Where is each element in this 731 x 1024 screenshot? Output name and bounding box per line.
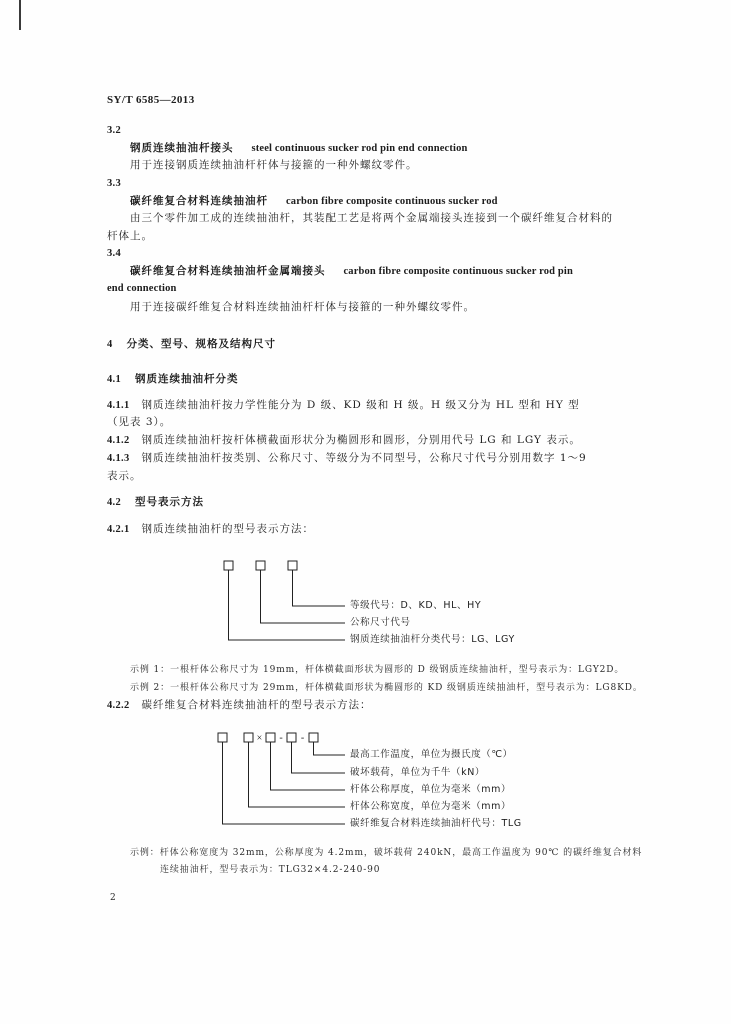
diagram-legend-label: 杆体公称厚度，单位为毫米（mm）	[350, 784, 512, 795]
subclause-text: 钢质连续抽油杆按杆体横截面形状分为椭圆形和圆形，分别用代号 LG 和 LGY 表示。	[141, 434, 581, 446]
term-title-row	[130, 194, 498, 209]
code-placeholder-box	[287, 733, 296, 742]
steel-model-code-diagram	[210, 552, 350, 647]
diagram-legend-label: 钢质连续抽油杆分类代号：LG、LGY	[350, 634, 515, 645]
clause-heading	[107, 495, 204, 510]
connector-line	[229, 570, 346, 640]
term-definition-continued: 杆体上。	[107, 230, 153, 242]
diagram-legend-label: 破坏载荷，单位为千牛（kN）	[350, 767, 486, 778]
term-definition: 用于连接钢质连续抽油杆杆体与接箍的一种外螺纹零件。	[130, 159, 418, 171]
subclause-number: 4.1.3	[107, 453, 130, 464]
term-definition: 用于连接碳纤维复合材料连续抽油杆杆体与接箍的一种外螺纹零件。	[130, 301, 475, 313]
term-title-en: carbon fibre composite continuous sucker rod	[286, 196, 498, 207]
dash-symbol: -	[279, 732, 283, 744]
subclause-number: 4.2.1	[107, 524, 130, 535]
connector-line	[223, 742, 346, 824]
standard-code: SY/T 6585—2013	[107, 94, 195, 106]
times-symbol: ×	[256, 733, 263, 744]
clause-paragraph	[107, 451, 587, 466]
code-placeholder-box	[224, 561, 233, 570]
term-number: 3.2	[107, 125, 122, 136]
connector-line	[314, 742, 346, 755]
example-text: 示例 2：一根杆体公称尺寸为 29mm，杆体横截面形状为椭圆形的 KD 级钢质连续抽油杆，型号表示为：LG8KD。	[130, 683, 643, 693]
subclause-text: 钢质连续抽油杆按力学性能分为 D 级、KD 级和 H 级。H 级又分为 HL 型和 HY 型	[141, 399, 580, 411]
subclause-text: 钢质连续抽油杆的型号表示方法：	[141, 523, 314, 535]
subclause-number: 4.1.2	[107, 435, 130, 446]
dash-symbol: -	[300, 732, 305, 744]
connector-line	[271, 742, 346, 790]
term-title-en: carbon fibre composite continuous sucker rod pin	[343, 266, 573, 277]
connector-line	[261, 570, 346, 623]
clause-paragraph	[107, 522, 314, 537]
code-placeholder-box	[309, 733, 318, 742]
connector-line	[293, 570, 346, 606]
subclause-number: 4.2.2	[107, 700, 130, 711]
term-number: 3.3	[107, 178, 122, 189]
page-number: 2	[110, 893, 117, 903]
example-text: 示例：杆体公称宽度为 32mm，公称厚度为 4.2mm，破坏载荷 240kN，最高工作温度为 90℃ 的碳纤维复合材料	[130, 848, 643, 858]
example-text: 示例 1：一根杆体公称尺寸为 19mm，杆体横截面形状为圆形的 D 级钢质连续抽油杆，型号表示为：LGY2D。	[130, 665, 625, 675]
connector-line	[249, 742, 346, 807]
term-title-row	[130, 264, 573, 279]
diagram-legend-label: 碳纤维复合材料连续抽油杆代号：TLG	[350, 818, 522, 829]
scan-binding-mark	[19, 0, 21, 30]
chapter-number: 4	[107, 339, 113, 350]
diagram-legend-label: 杆体公称宽度，单位为毫米（mm）	[350, 801, 512, 812]
subclause-text: 碳纤维复合材料连续抽油杆的型号表示方法：	[141, 699, 372, 711]
term-title-row	[130, 141, 467, 156]
diagram-legend-label: 公称尺寸代号	[350, 617, 411, 628]
diagram-legend-label: 最高工作温度，单位为摄氏度（℃）	[350, 749, 513, 760]
term-title-zh: 碳纤维复合材料连续抽油杆金属端接头	[130, 265, 326, 277]
diagram-legend-label: 等级代号：D、KD、HL、HY	[350, 600, 482, 611]
subclause-number: 4.1.1	[107, 400, 130, 411]
term-title-en: steel continuous sucker rod pin end connection	[251, 143, 468, 154]
code-placeholder-box	[256, 561, 265, 570]
connector-line	[292, 742, 346, 773]
chapter-heading	[107, 337, 276, 352]
term-title-zh: 碳纤维复合材料连续抽油杆	[130, 195, 268, 207]
term-number: 3.4	[107, 248, 122, 259]
carbon-model-code-diagram	[210, 726, 350, 831]
clause-title: 型号表示方法	[135, 496, 205, 508]
subclause-text-continued: 表示。	[107, 470, 142, 482]
clause-title: 钢质连续抽油杆分类	[135, 373, 239, 385]
clause-heading	[107, 372, 239, 387]
term-definition: 由三个零件加工成的连续抽油杆，其装配工艺是将两个金属端接头连接到一个碳纤维复合材料的	[130, 212, 613, 224]
subclause-text: 钢质连续抽油杆按类别、公称尺寸、等级分为不同型号，公称尺寸代号分别用数字 1～9	[141, 452, 587, 464]
clause-paragraph	[107, 398, 580, 413]
subclause-text-continued: （见表 3）。	[107, 416, 172, 428]
code-placeholder-box	[218, 733, 227, 742]
clause-number: 4.2	[107, 497, 122, 508]
code-placeholder-box	[244, 733, 253, 742]
term-title-en-continued: end connection	[107, 283, 177, 294]
chapter-title: 分类、型号、规格及结构尺寸	[126, 338, 277, 350]
clause-paragraph	[107, 698, 372, 713]
term-title-zh: 钢质连续抽油杆接头	[130, 142, 234, 154]
code-placeholder-box	[288, 561, 297, 570]
example-text-continued: 连续抽油杆，型号表示为：TLG32×4.2-240-90	[160, 865, 381, 875]
code-placeholder-box	[266, 733, 275, 742]
clause-number: 4.1	[107, 374, 122, 385]
clause-paragraph	[107, 433, 581, 448]
